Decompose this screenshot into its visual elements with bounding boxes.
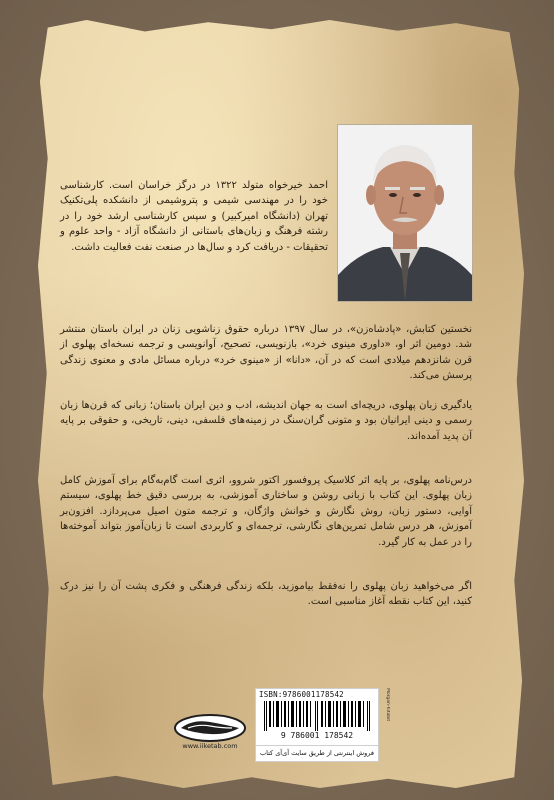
publisher-website[interactable]: www.iiketab.com: [182, 742, 238, 750]
closing-paragraph: اگر می‌خواهید زبان پهلوی را نه‌فقط بیاموزید، بلکه زندگی فرهنگی و فکری پشت آن را نیز درک کنید، این کتاب نقطه آغاز مناسبی است.: [60, 581, 472, 608]
author-photo: [337, 124, 473, 302]
barcode-bars: [260, 701, 374, 731]
author-works-paragraph: نخستین کتابش، «پادشاه‌زن»، در سال ۱۳۹۷ درباره حقوق زناشویی زنان در ایران باستان منتشر شد. دومین اثر او، «داوری مینوی خرد»، بازنویسی، تصحیح، آوانویسی و ترجمه نسخه‌ای پهلوی از قرن شانزدهم میلادی است که در آن، «دانا» از «مینوی خرد» درباره مسائل مادی و معنوی زندگی پرسش می‌کند.: [60, 324, 473, 382]
online-sales-note: فروش اینترنتی از طریق سایت آی‌آی کتاب: [255, 745, 379, 762]
isbn-label: ISBN:9786001178542: [259, 690, 344, 699]
pahlavi-intro-paragraph: یادگیری زبان پهلوی، دریچه‌ای است به جهان اندیشه، ادب و دین ایران باستان؛ زبانی که قرن‌ها زبان رسمی و دینی ایرانیان بود و متونی گران‌سنگ در زمینه‌های فلسفی، دینی، تاریخی، و حقوقی بر پایه آن پدید آمده‌اند.: [60, 400, 472, 442]
barcode-side-label: Morgan-Kitabit: [385, 688, 390, 722]
isbn-digits: 9 786001 178542: [280, 731, 354, 740]
author-bio: احمد خیرخواه متولد ۱۳۲۲ در درگز خراسان است. کارشناسی خود را در مهندسی شیمی و پتروشیمی از دانشکده پلی‌تکنیک تهران (دانشگاه امیرکبیر) و سپس کارشناسی ارشد خود را در رشته فرهنگ و زبان‌های باستانی از دانشگاه آزاد - واحد علوم و تحقیقات - دریافت کرد و سال‌ها در صنعت نفت فعالیت داشت.: [60, 180, 328, 253]
book-description-paragraph: درس‌نامه پهلوی، بر پایه اثر کلاسیک پروفسور اکتور شروو، اثری است گام‌به‌گام برای آموزش کامل زبان پهلوی. این کتاب با زبانی روشن و ساختاری آموزشی، به بررسی دقیق خط پهلوی، سیستم آوایی، دستور زبان، روش نگارش و خوانش واژگان، و ترجمه متون اصیل می‌پردازد. افزون‌بر آموزش، هر درس شامل تمرین‌های نگارشی، ترجمه‌ای و کاربردی است تا زبان‌آموز بتواند آموخته‌ها را در عمل به کار گیرد.: [60, 475, 472, 548]
isbn-barcode: [255, 688, 379, 746]
